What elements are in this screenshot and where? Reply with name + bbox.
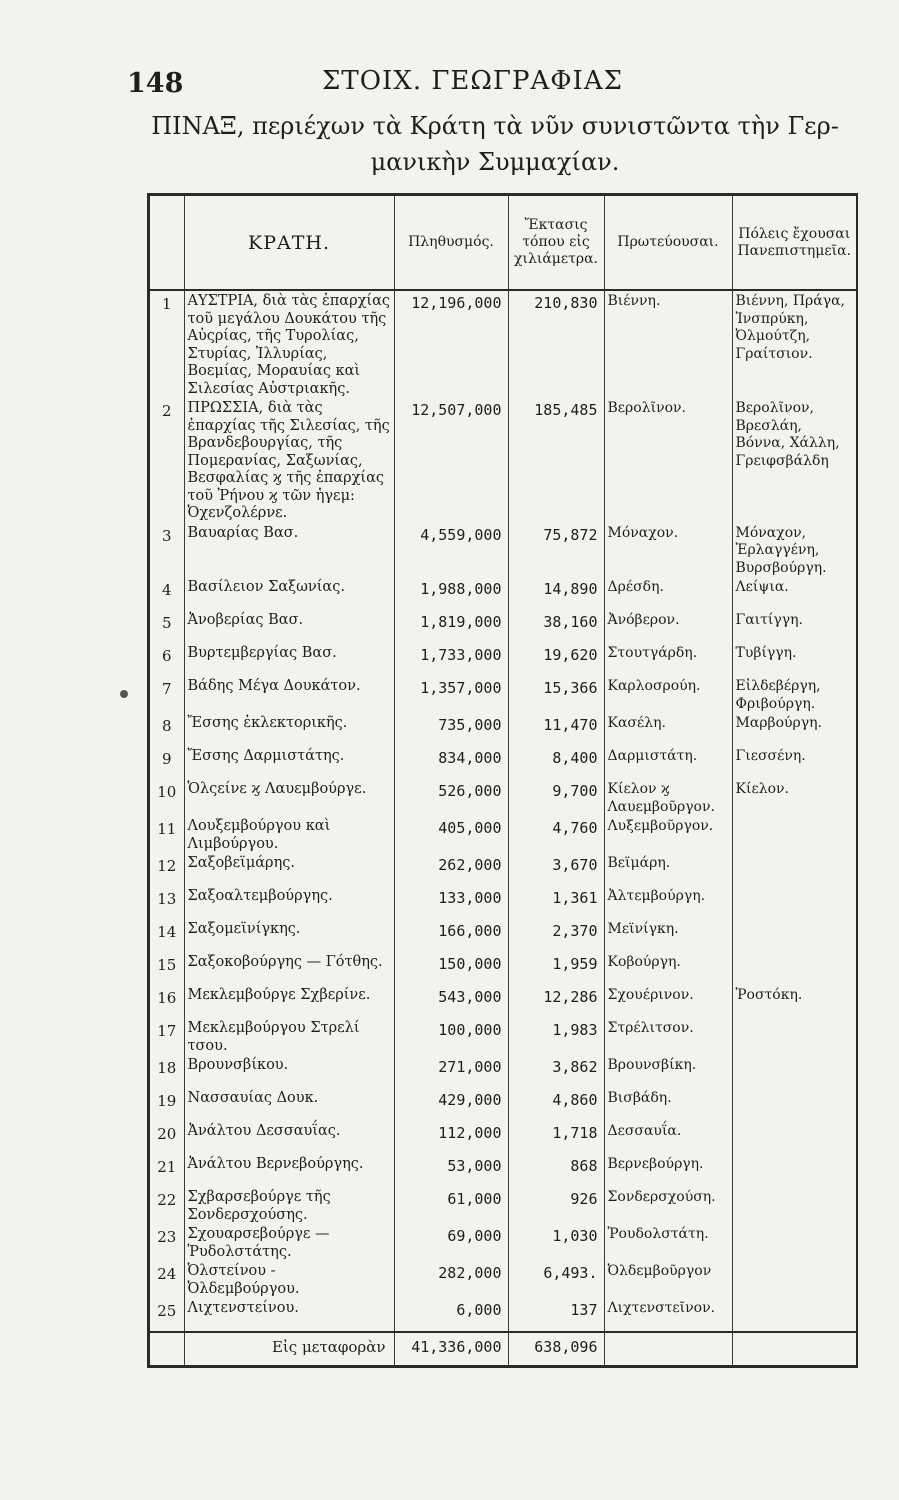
header-capitals: Πρωτεύουσαι. xyxy=(604,196,732,290)
area-value: 38,160 xyxy=(508,610,604,643)
university-cities: Γιεσσένη. xyxy=(732,746,856,779)
population-value: 526,000 xyxy=(394,779,508,816)
row-number: 22 xyxy=(157,1191,177,1209)
state-name: Σαξοκοβούργης — Γότθης. xyxy=(184,952,394,985)
area-value: 11,470 xyxy=(508,713,604,746)
state-name: Σαξομεϊνίγκης. xyxy=(184,919,394,952)
state-name: Ἀνάλτου Δεσσαυΐας. xyxy=(184,1121,394,1154)
row-number: 23 xyxy=(157,1228,177,1246)
population-value: 100,000 xyxy=(394,1018,508,1055)
population-value: 1,357,000 xyxy=(394,676,508,713)
area-value: 75,872 xyxy=(508,523,604,578)
capital-name: Κοβούργη. xyxy=(604,952,732,985)
area-value: 2,370 xyxy=(508,919,604,952)
area-value: 4,760 xyxy=(508,816,604,853)
capital-name: Λιχτενστεῖνον. xyxy=(604,1298,732,1332)
university-cities xyxy=(732,919,856,952)
population-value: 69,000 xyxy=(394,1224,508,1261)
table-row xyxy=(150,746,856,779)
area-value: 14,890 xyxy=(508,577,604,610)
capital-name: Δεσσαυΐα. xyxy=(604,1121,732,1154)
state-name: Βασίλειον Σαξωνίας. xyxy=(184,577,394,610)
state-name: Ἀνάλτου Βερνεβούργης. xyxy=(184,1154,394,1187)
capital-name: Βρουνσβίκη. xyxy=(604,1055,732,1088)
area-value: 1,361 xyxy=(508,886,604,919)
university-cities xyxy=(732,886,856,919)
table-row xyxy=(150,779,856,816)
area-value: 1,030 xyxy=(508,1224,604,1261)
total-spacer xyxy=(150,1332,184,1365)
states-table xyxy=(150,196,856,1365)
population-value: 834,000 xyxy=(394,746,508,779)
total-row xyxy=(150,1332,856,1365)
university-cities xyxy=(732,853,856,886)
table-row xyxy=(150,886,856,919)
area-value: 15,366 xyxy=(508,676,604,713)
population-value: 112,000 xyxy=(394,1121,508,1154)
table-row xyxy=(150,398,856,523)
area-value: 1,983 xyxy=(508,1018,604,1055)
row-number: 14 xyxy=(157,923,177,941)
table-header-row xyxy=(150,196,856,290)
state-name: Σχβαρσεβούργε τῆς Σονδερσχούσης. xyxy=(184,1187,394,1224)
header-state: ΚΡΑΤΗ. xyxy=(184,196,394,290)
area-value: 1,718 xyxy=(508,1121,604,1154)
row-number: 2 xyxy=(161,402,172,420)
population-value: 282,000 xyxy=(394,1261,508,1298)
table-row xyxy=(150,853,856,886)
table-row xyxy=(150,1088,856,1121)
table-row xyxy=(150,952,856,985)
population-value: 429,000 xyxy=(394,1088,508,1121)
table-caption xyxy=(150,108,840,180)
page-number: 148 xyxy=(127,68,184,99)
table-row xyxy=(150,985,856,1018)
capital-name: Ῥουδολστάτη. xyxy=(604,1224,732,1261)
table-row xyxy=(150,1261,856,1298)
university-cities xyxy=(732,816,856,853)
university-cities: Βερολῖνον, Βρεσλάη, Βόννα, Χάλλη, Γρειφσβάλδη xyxy=(732,398,856,523)
area-value: 185,485 xyxy=(508,398,604,523)
population-value: 1,733,000 xyxy=(394,643,508,676)
university-cities: Κίελον. xyxy=(732,779,856,816)
table-row xyxy=(150,713,856,746)
population-value: 405,000 xyxy=(394,816,508,853)
row-number: 21 xyxy=(157,1158,177,1176)
state-name: ΑΥΣΤΡΙΑ, διὰ τὰς ἐπαρχίας τοῦ μεγάλου Δουκάτου τῆς Αὐςρίας, τῆς Τυρολίας, Στυρίας, Ἰλλυρίας, Βοεμίας, Μοραυίας καὶ Σιλεσίας Αὐστριακῆς. xyxy=(184,290,394,398)
state-name: Βυρτεμβεργίας Βασ. xyxy=(184,643,394,676)
population-value: 4,559,000 xyxy=(394,523,508,578)
area-value: 4,860 xyxy=(508,1088,604,1121)
state-name: ΠΡΩΣΣΙΑ, διὰ τὰς ἐπαρχίας τῆς Σιλεσίας, τῆς Βρανδεβουργίας, τῆς Πομερανίας, Σαξωνίας, Βεσφαλίας ϗ τῆς ἐπαρχίας τοῦ Ῥήνου ϗ τῶν ἡγεμ: Ὀχενζολέρνε. xyxy=(184,398,394,523)
university-cities: Λείψια. xyxy=(732,577,856,610)
caption-line-1: ΠΙΝΑΞ, περιέχων τὰ Κράτη τὰ νῦν συνιστῶντα τὴν Γερ- xyxy=(151,112,839,140)
university-cities xyxy=(732,952,856,985)
table-row xyxy=(150,919,856,952)
total-label: Εἰς μεταφορὰν xyxy=(184,1332,394,1365)
header-population: Πληθυσμός. xyxy=(394,196,508,290)
table-row xyxy=(150,643,856,676)
population-value: 12,507,000 xyxy=(394,398,508,523)
table-row xyxy=(150,290,856,398)
row-number: 12 xyxy=(157,857,177,875)
population-value: 735,000 xyxy=(394,713,508,746)
total-population: 41,336,000 xyxy=(394,1332,508,1365)
capital-name: Βιέννη. xyxy=(604,290,732,398)
header-area: Ἔκτασις τόπου εἰς χιλιάμετρα. xyxy=(508,196,604,290)
population-value: 262,000 xyxy=(394,853,508,886)
row-number: 4 xyxy=(161,581,172,599)
state-name: Σαξοβεϊμάρης. xyxy=(184,853,394,886)
row-number: 13 xyxy=(157,890,177,908)
table-body xyxy=(150,290,856,1332)
university-cities: Βιέννη, Πράγα, Ἰνσπρύκη, Ὀλμούτζη, Γραίτσιον. xyxy=(732,290,856,398)
table-row xyxy=(150,577,856,610)
total-area: 638,096 xyxy=(508,1332,604,1365)
capital-name: Ἀλτεμβούργη. xyxy=(604,886,732,919)
row-number: 11 xyxy=(157,820,177,838)
area-value: 210,830 xyxy=(508,290,604,398)
capital-name: Δαρμιστάτη. xyxy=(604,746,732,779)
row-number: 20 xyxy=(157,1125,177,1143)
university-cities xyxy=(732,1298,856,1332)
row-number: 6 xyxy=(161,647,172,665)
capital-name: Μεϊνίγκη. xyxy=(604,919,732,952)
state-name: Μεκλεμβούργε Σχβερίνε. xyxy=(184,985,394,1018)
area-value: 19,620 xyxy=(508,643,604,676)
capital-name: Βεϊμάρη. xyxy=(604,853,732,886)
population-value: 1,819,000 xyxy=(394,610,508,643)
university-cities xyxy=(732,1224,856,1261)
ink-spot xyxy=(120,690,128,698)
running-title: ΣΤΟΙΧ. ΓΕΩΓΡΑΦΙΑΣ xyxy=(322,66,623,96)
capital-name: Βερνεβούργη. xyxy=(604,1154,732,1187)
population-value: 271,000 xyxy=(394,1055,508,1088)
university-cities xyxy=(732,1088,856,1121)
row-number: 10 xyxy=(157,783,177,801)
population-value: 543,000 xyxy=(394,985,508,1018)
total-univ-empty xyxy=(732,1332,856,1365)
capital-name: Λυξεμβοῦργον. xyxy=(604,816,732,853)
row-number: 25 xyxy=(157,1302,177,1320)
state-name: Νασσαυίας Δουκ. xyxy=(184,1088,394,1121)
university-cities: Μαρβούργη. xyxy=(732,713,856,746)
table-row xyxy=(150,1224,856,1261)
university-cities xyxy=(732,1187,856,1224)
university-cities xyxy=(732,1018,856,1055)
header-num xyxy=(150,196,184,290)
capital-name: Σονδερσχούση. xyxy=(604,1187,732,1224)
university-cities: Ῥοστόκη. xyxy=(732,985,856,1018)
population-value: 53,000 xyxy=(394,1154,508,1187)
university-cities xyxy=(732,1055,856,1088)
capital-name: Μόναχον. xyxy=(604,523,732,578)
capital-name: Βισβάδη. xyxy=(604,1088,732,1121)
university-cities: Μόναχον, Ἐρλαγγένη, Βυρσβούργη. xyxy=(732,523,856,578)
row-number: 16 xyxy=(157,989,177,1007)
state-name: Βαυαρίας Βασ. xyxy=(184,523,394,578)
population-value: 1,988,000 xyxy=(394,577,508,610)
capital-name: Ἀνόβερον. xyxy=(604,610,732,643)
university-cities: Εἰλδεβέργη, Φριβούργη. xyxy=(732,676,856,713)
state-name: Σαξοαλτεμβούργης. xyxy=(184,886,394,919)
state-name: Ἔσσης ἐκλεκτορικῆς. xyxy=(184,713,394,746)
population-value: 150,000 xyxy=(394,952,508,985)
university-cities xyxy=(732,1261,856,1298)
capital-name: Κίελον ϗ Λαυεμβοῦργον. xyxy=(604,779,732,816)
area-value: 6,493. xyxy=(508,1261,604,1298)
area-value: 8,400 xyxy=(508,746,604,779)
row-number: 24 xyxy=(157,1265,177,1283)
capital-name: Στουτγάρδη. xyxy=(604,643,732,676)
state-name: Λιχτενστείνου. xyxy=(184,1298,394,1332)
area-value: 1,959 xyxy=(508,952,604,985)
row-number: 5 xyxy=(161,614,172,632)
capital-name: Ὀλδεμβοῦργον xyxy=(604,1261,732,1298)
capital-name: Δρέσδη. xyxy=(604,577,732,610)
state-name: Μεκλεμβούργου Στρελί τσου. xyxy=(184,1018,394,1055)
university-cities xyxy=(732,1121,856,1154)
state-name: Βάδης Μέγα Δουκάτον. xyxy=(184,676,394,713)
header-universities: Πόλεις ἔχουσαι Πανεπιστημεῖα. xyxy=(732,196,856,290)
table-row xyxy=(150,1018,856,1055)
table-row xyxy=(150,816,856,853)
table-row xyxy=(150,610,856,643)
area-value: 926 xyxy=(508,1187,604,1224)
capital-name: Κασέλη. xyxy=(604,713,732,746)
population-value: 166,000 xyxy=(394,919,508,952)
state-name: Λουξεμβούργου καὶ Λιμβούργου. xyxy=(184,816,394,853)
area-value: 868 xyxy=(508,1154,604,1187)
table-row xyxy=(150,1298,856,1332)
state-name: Βρουνσβίκου. xyxy=(184,1055,394,1088)
row-number: 8 xyxy=(161,717,172,735)
table-row xyxy=(150,1121,856,1154)
page-header xyxy=(122,62,852,98)
capital-name: Καρλοσρούη. xyxy=(604,676,732,713)
row-number: 17 xyxy=(157,1022,177,1040)
university-cities: Τυβίγγη. xyxy=(732,643,856,676)
row-number: 15 xyxy=(157,956,177,974)
total-capital-empty xyxy=(604,1332,732,1365)
population-value: 61,000 xyxy=(394,1187,508,1224)
capital-name: Στρέλιτσον. xyxy=(604,1018,732,1055)
table-row xyxy=(150,1154,856,1187)
population-value: 6,000 xyxy=(394,1298,508,1332)
state-name: Σχουαρσεβούργε — Ῥυδολστάτης. xyxy=(184,1224,394,1261)
table-row xyxy=(150,1055,856,1088)
caption-line-2: μανικὴν Συμμαχίαν. xyxy=(370,148,620,176)
table-row xyxy=(150,523,856,578)
row-number: 9 xyxy=(161,750,172,768)
states-table-frame xyxy=(147,193,858,1368)
area-value: 137 xyxy=(508,1298,604,1332)
capital-name: Βερολῖνον. xyxy=(604,398,732,523)
row-number: 7 xyxy=(161,680,172,698)
table-row xyxy=(150,1187,856,1224)
capital-name: Σχουέρινον. xyxy=(604,985,732,1018)
area-value: 3,862 xyxy=(508,1055,604,1088)
state-name: Ἔσσης Δαρμιστάτης. xyxy=(184,746,394,779)
state-name: Ὁλςείνε ϗ Λαυεμβούργε. xyxy=(184,779,394,816)
row-number: 3 xyxy=(161,526,172,545)
university-cities xyxy=(732,1154,856,1187)
row-number: 18 xyxy=(157,1059,177,1077)
state-name: Ἀνοβερίας Βασ. xyxy=(184,610,394,643)
area-value: 3,670 xyxy=(508,853,604,886)
row-number: 1 xyxy=(161,295,172,313)
table-row xyxy=(150,676,856,713)
state-name: Ὀλστείνου - Ὀλδεμβούργου. xyxy=(184,1261,394,1298)
university-cities: Γαιτίγγη. xyxy=(732,610,856,643)
area-value: 12,286 xyxy=(508,985,604,1018)
population-value: 133,000 xyxy=(394,886,508,919)
population-value: 12,196,000 xyxy=(394,290,508,398)
row-number: 19 xyxy=(157,1092,177,1110)
area-value: 9,700 xyxy=(508,779,604,816)
